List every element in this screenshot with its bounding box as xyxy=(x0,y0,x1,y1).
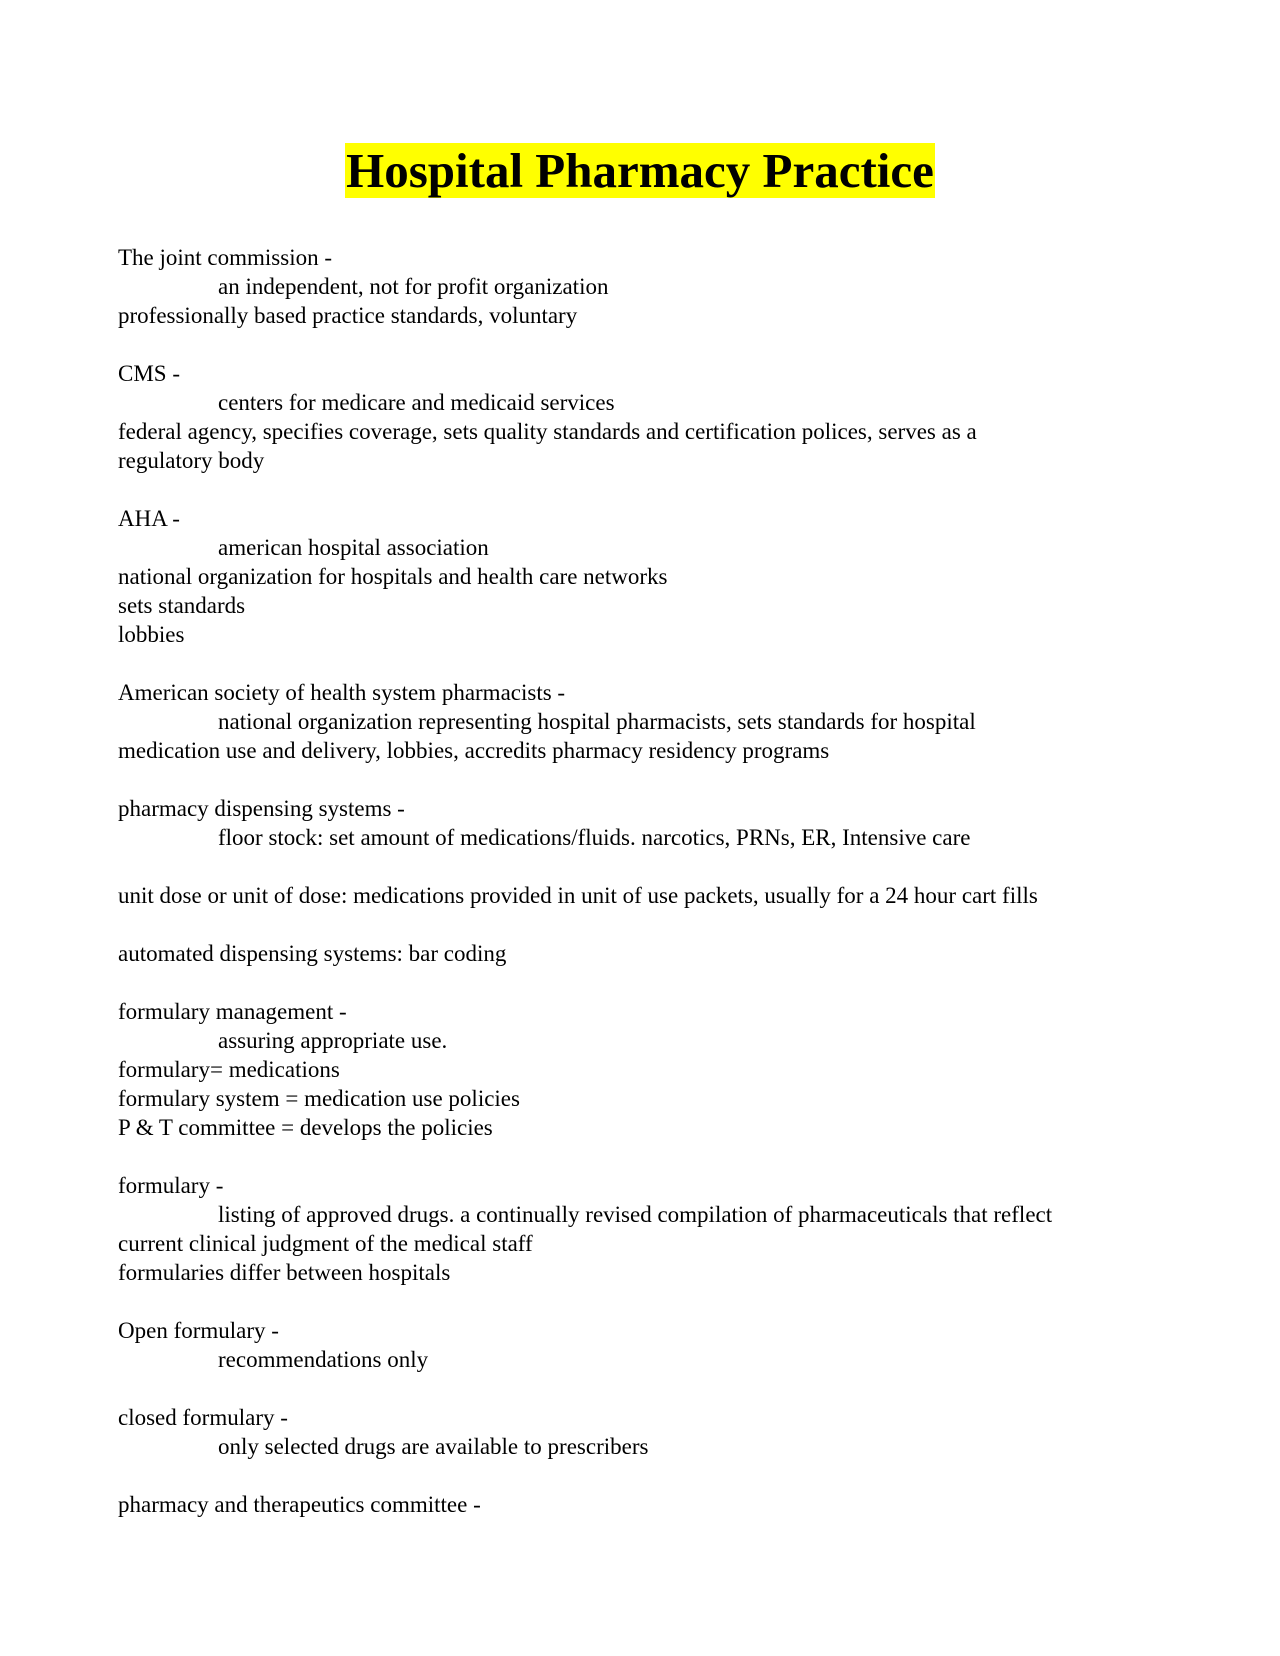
document-body xyxy=(118,243,1178,1519)
entry-first-line: national organization representing hospital pharmacists, sets standards for hospital xyxy=(218,709,976,734)
entry-first-line: american hospital association xyxy=(218,535,489,560)
entry-term: AHA - xyxy=(118,506,180,531)
entry-term: Open formulary - xyxy=(118,1318,279,1343)
entry-line: regulatory body xyxy=(118,448,265,473)
entry-first-line: floor stock: set amount of medications/fluids. narcotics, PRNs, ER, Intensive care xyxy=(218,825,971,850)
entry-first-line: an independent, not for profit organization xyxy=(218,274,609,299)
document-title xyxy=(0,142,1280,200)
entry-line: medication use and delivery, lobbies, accredits pharmacy residency programs xyxy=(118,738,830,763)
entry-first-line: assuring appropriate use. xyxy=(218,1028,448,1053)
entry-term: American society of health system pharmacists - xyxy=(118,680,566,705)
entry-line: unit dose or unit of dose: medications provided in unit of use packets, usually for a 24 hour cart fills xyxy=(118,883,1038,908)
entry-closed-formulary xyxy=(118,1403,1178,1461)
entry-line: lobbies xyxy=(118,622,185,647)
entry-term: CMS - xyxy=(118,361,180,386)
entry-ashp xyxy=(118,678,1178,765)
entry-term: closed formulary - xyxy=(118,1405,288,1430)
entry-first-line: centers for medicare and medicaid services xyxy=(218,390,615,415)
entry-term: pharmacy and therapeutics committee - xyxy=(118,1492,481,1517)
entry-open-formulary xyxy=(118,1316,1178,1374)
entry-cms xyxy=(118,359,1178,475)
entry-line: formulary= medications xyxy=(118,1057,340,1082)
entry-line: automated dispensing systems: bar coding xyxy=(118,941,507,966)
entry-formulary xyxy=(118,1171,1178,1287)
entry-line: formularies differ between hospitals xyxy=(118,1260,451,1285)
entry-aha xyxy=(118,504,1178,649)
entry-first-line: listing of approved drugs. a continually revised compilation of pharmaceuticals that reflect xyxy=(218,1202,1053,1227)
entry-line: sets standards xyxy=(118,593,246,618)
entry-term: formulary - xyxy=(118,1173,224,1198)
entry-line: federal agency, specifies coverage, sets quality standards and certification polices, serves as a xyxy=(118,419,977,444)
entry-term: pharmacy dispensing systems - xyxy=(118,796,405,821)
entry-line: current clinical judgment of the medical staff xyxy=(118,1231,533,1256)
entry-line xyxy=(118,852,1178,881)
entry-first-line: recommendations only xyxy=(218,1347,429,1372)
entry-dispensing-systems xyxy=(118,794,1178,968)
entry-formulary-management xyxy=(118,997,1178,1142)
entry-joint-commission xyxy=(118,243,1178,330)
title-highlight: Hospital Pharmacy Practice xyxy=(346,143,934,198)
entry-line: national organization for hospitals and health care networks xyxy=(118,564,668,589)
entry-line: formulary system = medication use policies xyxy=(118,1086,520,1111)
entry-term: The joint commission - xyxy=(118,245,333,270)
entry-p-and-t-committee xyxy=(118,1490,1178,1519)
entry-line: professionally based practice standards, voluntary xyxy=(118,303,578,328)
entry-line xyxy=(118,910,1178,939)
entry-line: P & T committee = develops the policies xyxy=(118,1115,493,1140)
entry-term: formulary management - xyxy=(118,999,347,1024)
entry-first-line: only selected drugs are available to prescribers xyxy=(218,1434,649,1459)
